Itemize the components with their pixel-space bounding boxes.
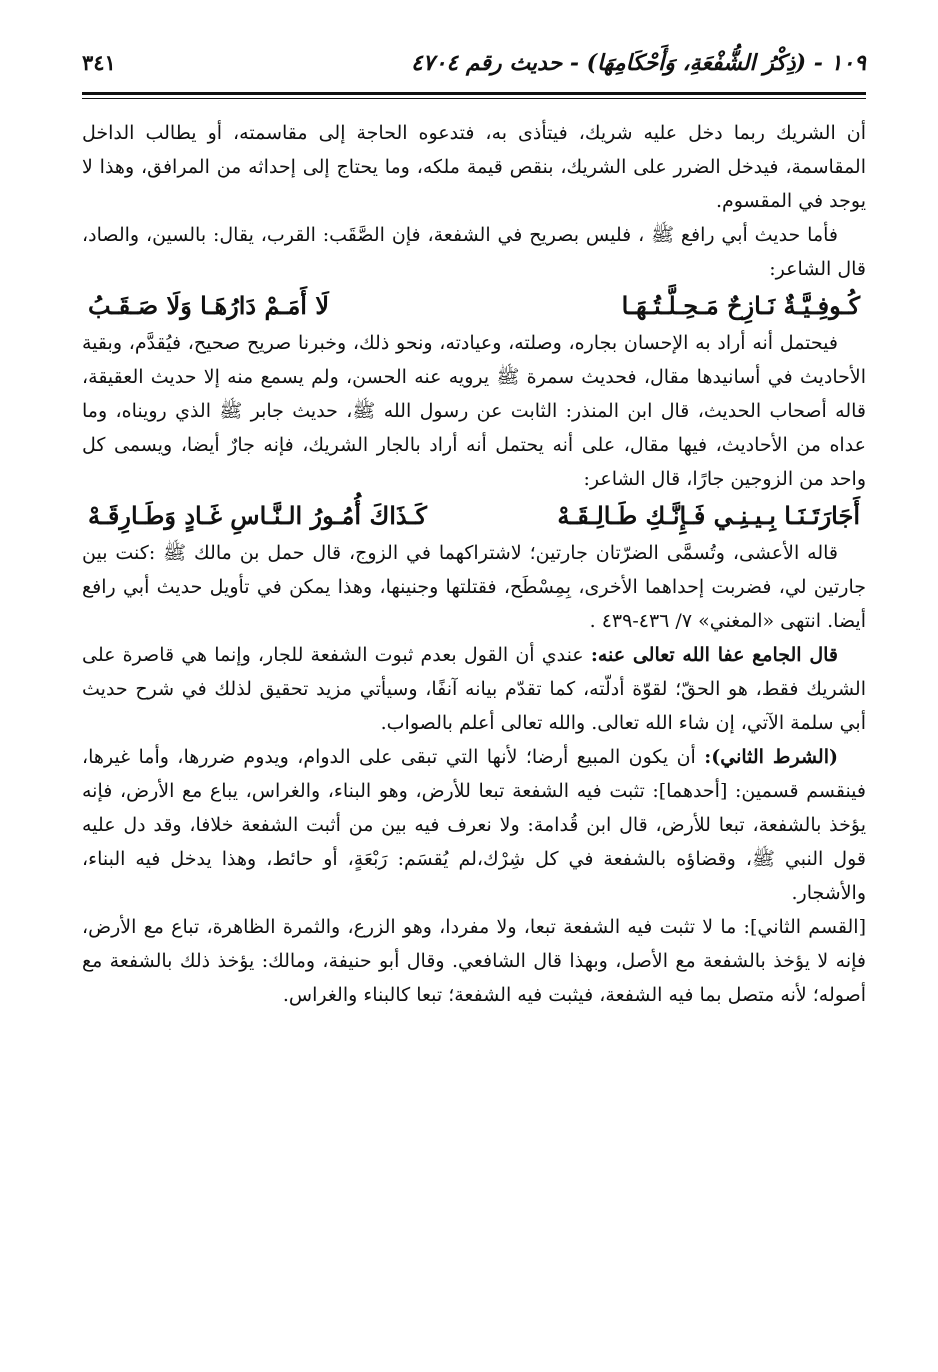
verse-second-hemistich: كَـذَاكَ أُمُـورُ الـنَّـاسِ غَـادٍ وَطَـارِقَـهْ — [88, 501, 427, 530]
paragraph: [القسم الثاني]: ما لا تثبت فيه الشفعة تبعا، ولا مفردا، وهو الزرع، والثمرة الظاهرة، تباع مع الأرض، فإنه لا يؤخذ بالشفعة مع الأصل، وبهذا قال الشافعي. وقال أبو حنيفة، ومالك: يؤخذ ذلك بالشفعة مع أصوله؛ لأنه متصل بما فيه الشفعة، فيثبت فيه الشفعة؛ تبعا كالبناء والغراس. — [82, 916, 866, 1006]
condition-label: (الشرط الثاني): — [704, 746, 838, 768]
running-header — [82, 50, 866, 90]
poetry-verse — [82, 496, 866, 536]
condition-text: أن يكون المبيع أرضا؛ لأنها التي تبقى على الدوام، ويدوم ضررها، وأما غيرها، فينقسم قسمين: [أحدهما]: تثبت فيه الشفعة تبعا للأرض، وهو البناء، والغراس، يباع مع الأرض، فإنه يؤخذ بالشفعة، تبعا للأرض، قال ابن قُدامة: ولا نعرف فيه بين من أثبت الشفعة خلافا، وقد دل عليه قول النبي ﷺ، وقضاؤه بالشفعة في كل شِرْك،لم يُقسَم: رَبْعَةٍ، أو حائط، وهذا يدخل فيه البناء، والأشجار. — [82, 746, 866, 904]
paragraph: أن الشريك ربما دخل عليه شريك، فيتأذى به، فتدعوه الحاجة إلى مقاسمته، أو يطالب الداخل المقاسمة، فيدخل الضرر على الشريك، بنقص قيمة ملكه، وما يحتاج إلى إحداثه من المرافق، وهذا لا يوجد في المقسوم. — [82, 122, 866, 212]
paragraph — [82, 638, 866, 740]
chapter-title: ١٠٩ - (ذِكْرُ الشُّفْعَةِ، وَأَحْكَامِهَا) - حديث رقم ٤٧٠٤ — [410, 50, 866, 76]
verse-first-hemistich: كُـوفِـيَّـةٌ نَـازِحٌ مَـحِـلَّـتُـهَـا — [621, 291, 860, 320]
paragraph: قاله الأعشى، وتُسمَّى الضرّتان جارتين؛ لاشتراكهما في الزوج، قال حمل بن مالك ﷺ :كنت بين جارتين لي، فضربت إحداهما الأخرى، بِمِسْطَح، فقتلتها وجنينها، وهذا يمكن في تأويل حديث أبي رافع أيضا. انتهى «المغني» ٧/ ٤٣٦-٤٣٩ . — [82, 542, 866, 632]
poetry-verse — [82, 286, 866, 326]
author-note-text: عندي أن القول بعدم ثبوت الشفعة للجار، وإنما هي قاصرة على الشريك فقط، هو الحقّ؛ لقوّة أدلّته، كما تقدّم بيانه آنفًا، وسيأتي مزيد تحقيق لذلك في شرح حديث أبي سلمة الآتي، إن شاء الله تعالى. والله تعالى أعلم بالصواب. — [82, 644, 866, 734]
paragraph — [82, 740, 866, 910]
header-divider — [82, 90, 866, 102]
paragraph: فيحتمل أنه أراد به الإحسان بجاره، وصلته، وعيادته، ونحو ذلك، وخبرنا صريح صحيح، فيُقدَّم، وبقية الأحاديث في أسانيدها مقال، فحديث سمرة ﷺ يرويه عنه الحسن، ولم يسمع منه إلا حديث العقيقة، قاله أصحاب الحديث، قال ابن المنذر: الثابت عن رسول الله ﷺ، حديث جابر ﷺ الذي رويناه، وما عداه من الأحاديث، فيها مقال، على أنه يحتمل أنه أراد بالجار الشريك، فإنه جارٌ أيضا، ويسمى كل واحد من الزوجين جارًا، قال الشاعر: — [82, 332, 866, 490]
page-number: ٣٤١ — [82, 50, 116, 75]
page-body — [82, 116, 866, 1012]
verse-first-hemistich: أَجَارَتَـنَـا بِـيـنِـي فَـإِنَّـكِ طَـالِـقَـهْ — [557, 501, 860, 530]
paragraph: فأما حديث أبي رافع ﷺ ، فليس بصريح في الشفعة، فإن الصَّقَب: القرب، يقال: بالسين، والصاد، قال الشاعر: — [82, 224, 866, 280]
author-note-label: قال الجامع عفا الله تعالى عنه: — [590, 644, 838, 666]
verse-second-hemistich: لَا أَمَـمْ دَارُهَـا وَلَا صَـقَـبُ — [88, 291, 330, 320]
